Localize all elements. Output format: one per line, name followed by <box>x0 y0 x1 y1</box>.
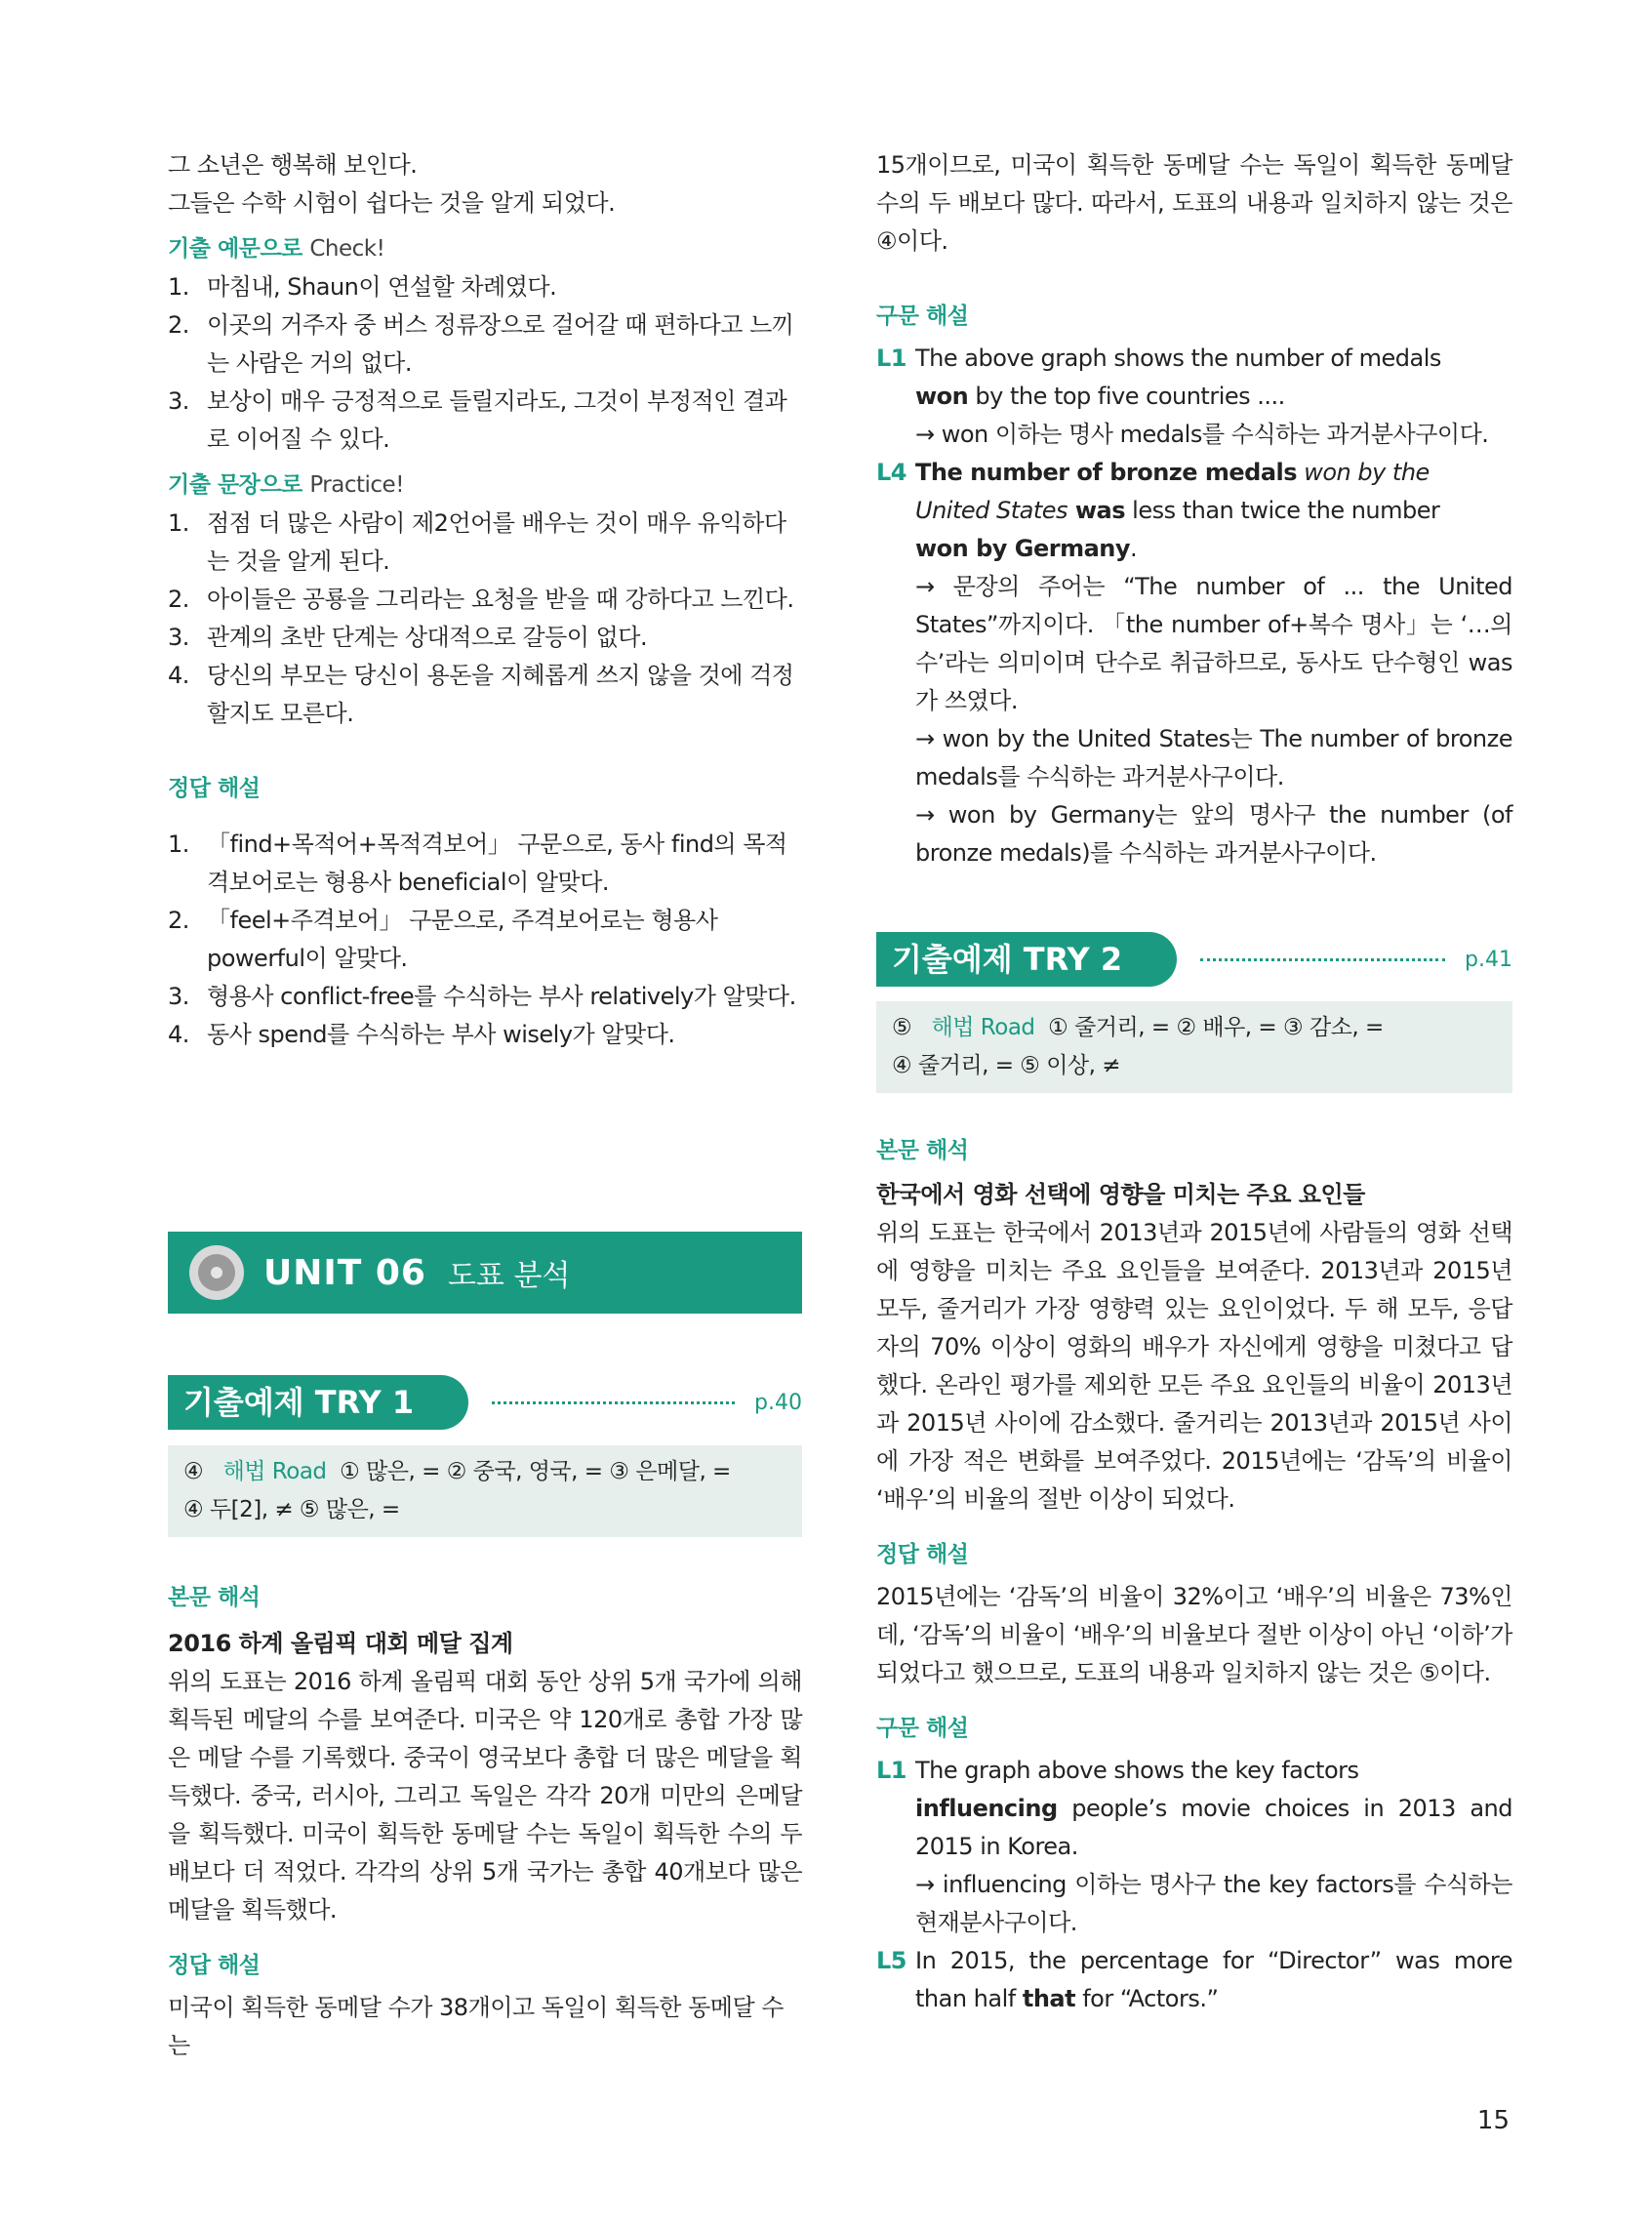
try2-header <box>876 932 1512 987</box>
list-item <box>168 505 802 581</box>
try1-header <box>168 1375 802 1430</box>
item-text: 점점 더 많은 사람이 제2언어를 배우는 것이 매우 유익하다는 것을 알게 된다. <box>207 509 786 575</box>
item-number: 3. <box>168 624 189 651</box>
item-text: 동사 spend를 수식하는 부사 wisely가 알맞다. <box>207 1021 675 1048</box>
line-label: L1 <box>876 344 907 372</box>
syntax-line <box>876 1752 1512 1866</box>
try2-tab: 기출예제 TRY 2 <box>876 932 1177 987</box>
item-number: 1. <box>168 509 189 537</box>
answer-heading: 정답 해설 <box>168 776 261 801</box>
syntax-heading: 구문 해설 <box>876 304 969 329</box>
syntax-note: → won by Germany는 앞의 명사구 the number (of bronze medals)를 수식하는 과거분사구이다. <box>915 801 1512 867</box>
practice-heading-ko: 기출 문장으로 <box>168 472 302 498</box>
list-item <box>168 619 802 657</box>
practice-heading <box>168 466 802 505</box>
item-number: 2. <box>168 586 189 613</box>
page-number: 15 <box>1476 2106 1510 2135</box>
translation-title: 한국에서 영화 선택에 영향을 미치는 주요 요인들 <box>876 1181 1365 1208</box>
sentence-part: In 2015, the percentage for “Director” was more than half <box>915 1947 1512 2012</box>
check-heading-en: Check! <box>309 236 385 262</box>
try2-body <box>876 1132 1512 2018</box>
sentence-part: The graph above shows the key factors <box>915 1757 1359 1784</box>
syntax-line <box>876 454 1512 568</box>
road-label: 해법 Road <box>222 1459 327 1484</box>
translation-heading: 본문 해석 <box>876 1138 969 1163</box>
practice-heading-en: Practice! <box>309 472 404 498</box>
sentence-part: for “Actors.” <box>1075 1985 1219 2012</box>
sentence-part: less than twice the number <box>1125 497 1440 524</box>
translation-paragraph: 위의 도표는 한국에서 2013년과 2015년에 사람들의 영화 선택에 영향을 미치는 주요 요인들을 보여준다. 2013년과 2015년 모두, 줄거리가 가장 영향력 있는 요인이었다. 두 해 모두, 응답자의 70% 이상이 영화의 배우가 자신에게 영향을 미쳤다고 답했다. 온라인 평가를 제외한 모든 주요 요인들의 비율이 2013년과 2015년 사이에 감소했다. 줄거리는 2013년과 2015년 사이에 가장 적은 변화를 보여주었다. 2015년에는 ‘감독’의 비율이 ‘배우’의 비율의 절반 이상이 되었다. <box>876 1219 1512 1513</box>
sentence-bold: that <box>1022 1985 1076 2012</box>
road-answer: ⑤ <box>892 1015 912 1040</box>
item-number: 2. <box>168 311 189 339</box>
list-item <box>168 581 802 619</box>
check-heading-ko: 기출 예문으로 <box>168 236 302 262</box>
road-answer: ④ <box>183 1459 204 1484</box>
try1-body <box>168 1579 802 2065</box>
list-item <box>168 978 802 1016</box>
line-label: L4 <box>876 459 907 486</box>
item-number: 3. <box>168 387 189 415</box>
item-number: 4. <box>168 662 189 689</box>
item-text: 당신의 부모는 당신이 용돈을 지혜롭게 쓰지 않을 것에 걱정할지도 모른다. <box>207 662 794 727</box>
syntax-note: → won by the United States는 The number of bronze medals를 수식하는 과거분사구이다. <box>915 725 1512 790</box>
item-text: 아이들은 공룡을 그리라는 요청을 받을 때 강하다고 느낀다. <box>207 586 794 613</box>
syntax-sentence <box>915 340 1512 416</box>
try1-tab: 기출예제 TRY 1 <box>168 1375 468 1430</box>
example-sentence-2: 그들은 수학 시험이 쉽다는 것을 알게 되었다. <box>168 189 616 217</box>
item-text: 「feel+주격보어」 구문으로, 주격보어로는 형용사 powerful이 알맞다. <box>207 907 718 972</box>
item-text: 마침내, Shaun이 연설할 차례였다. <box>207 273 557 301</box>
try2-page-ref: p.41 <box>1465 947 1512 972</box>
answer-text: 2015년에는 ‘감독’의 비율이 32%이고 ‘배우’의 비율은 73%인데, ‘감독’의 비율이 ‘배우’의 비율보다 절반 이상이 아닌 ‘이하’가 되었다고 했으므로, 도표의 내용과 일치하지 않는 것은 ⑤이다. <box>876 1583 1512 1686</box>
road-line-2: ④ 두[2], ≠ ⑤ 많은, = <box>183 1497 400 1522</box>
sentence-italic: United States <box>915 497 1068 524</box>
list-item <box>168 306 802 383</box>
syntax-line <box>876 1942 1512 2018</box>
disc-icon <box>189 1245 244 1300</box>
translation-paragraph: 위의 도표는 2016 하계 올림픽 대회 동안 상위 5개 국가에 의해 획득된 메달의 수를 보여준다. 미국은 약 120개로 총합 가장 많은 메달 수를 기록했다. 중국이 영국보다 총합 더 많은 메달을 획득했다. 중국, 러시아, 그리고 독일은 각각 20개 미만의 은메달을 획득했다. 미국이 획득한 동메달 수는 독일이 획득한 수의 두 배보다 더 적었다. 각각의 상위 5개 국가는 총합 40개보다 많은 메달을 획득했다. <box>168 1668 802 1924</box>
example-sentence-1: 그 소년은 행복해 보인다. <box>168 151 418 179</box>
check-heading <box>168 230 802 268</box>
syntax-note: → influencing 이하는 명사구 the key factors를 수식하는 현재분사구이다. <box>915 1871 1512 1936</box>
unit-subtitle: 도표 분석 <box>447 1259 571 1293</box>
sentence-part: The above graph shows the number of medals <box>915 344 1441 372</box>
unit-title: UNIT 06 <box>263 1252 426 1293</box>
sentence-bold: was <box>1068 497 1126 524</box>
item-text: 「find+목적어+목적격보어」 구문으로, 동사 find의 목적격보어로는 형용사 beneficial이 알맞다. <box>207 831 787 896</box>
syntax-sentence <box>915 1942 1512 2018</box>
dotted-leader <box>492 1401 735 1404</box>
syntax-sentence <box>915 454 1512 568</box>
sentence-bold: influencing <box>915 1795 1058 1822</box>
sentence-italic: won by the <box>1297 459 1430 486</box>
try2-road-box <box>876 1001 1512 1093</box>
answer-heading: 정답 해설 <box>876 1542 969 1567</box>
translation-title: 2016 하계 올림픽 대회 메달 집계 <box>168 1630 513 1657</box>
dotted-leader <box>1200 958 1445 961</box>
item-text: 형용사 conflict-free를 수식하는 부사 relatively가 알맞다. <box>207 983 796 1010</box>
try1-road-box <box>168 1445 802 1537</box>
try1-page-ref: p.40 <box>754 1390 802 1415</box>
road-line-1: ① 줄거리, = ② 배우, = ③ 감소, = <box>1048 1015 1384 1040</box>
sentence-bold: won <box>915 383 969 410</box>
line-label: L5 <box>876 1947 907 1974</box>
road-line-2: ④ 줄거리, = ⑤ 이상, ≠ <box>892 1053 1121 1078</box>
syntax-sentence <box>915 1752 1512 1866</box>
sentence-bold: won by Germany <box>915 535 1131 562</box>
syntax-note: → won 이하는 명사 medals를 수식하는 과거분사구이다. <box>915 421 1489 448</box>
list-item <box>168 1016 802 1054</box>
syntax-note: → 문장의 주어는 “The number of ... the United States”까지이다. 「the number of+복수 명사」는 ‘…의 수’라는 의미이며 단수로 취급하므로, 동사도 단수형인 was가 쓰였다. <box>915 573 1512 714</box>
syntax-line <box>876 340 1512 416</box>
list-item <box>168 902 802 978</box>
answer-continued: 15개이므로, 미국이 획득한 동메달 수는 독일이 획득한 동메달 수의 두 배보다 많다. 따라서, 도표의 내용과 일치하지 않는 것은 ④이다. <box>876 151 1512 255</box>
item-text: 보상이 매우 긍정적으로 들릴지라도, 그것이 부정적인 결과로 이어질 수 있다. <box>207 387 787 453</box>
list-item <box>168 657 802 733</box>
answer-heading: 정답 해설 <box>168 1953 261 1978</box>
item-number: 1. <box>168 831 189 858</box>
sentence-part: by the top five countries .... <box>968 383 1285 410</box>
right-column <box>876 146 1512 872</box>
sentence-bold: The number of bronze medals <box>915 459 1298 486</box>
left-column <box>168 146 802 1054</box>
item-text: 이곳의 거주자 중 버스 정류장으로 걸어갈 때 편하다고 느끼는 사람은 거의 없다. <box>207 311 794 377</box>
item-text: 관계의 초반 단계는 상대적으로 갈등이 없다. <box>207 624 648 651</box>
sentence-part: . <box>1130 535 1138 562</box>
sentence-part: people’s movie choices in 2013 and 2015 in Korea. <box>915 1795 1512 1860</box>
item-number: 4. <box>168 1021 189 1048</box>
item-number: 3. <box>168 983 189 1010</box>
syntax-heading: 구문 해설 <box>876 1716 969 1741</box>
translation-heading: 본문 해석 <box>168 1585 261 1610</box>
road-line-1: ① 많은, = ② 중국, 영국, = ③ 은메달, = <box>340 1459 731 1484</box>
answer-text: 미국이 획득한 동메달 수가 38개이고 독일이 획득한 동메달 수는 <box>168 1994 784 2059</box>
list-item <box>168 826 802 902</box>
road-label: 해법 Road <box>931 1015 1035 1040</box>
unit-banner <box>168 1232 802 1314</box>
item-number: 1. <box>168 273 189 301</box>
list-item <box>168 268 802 306</box>
list-item <box>168 383 802 459</box>
item-number: 2. <box>168 907 189 934</box>
line-label: L1 <box>876 1757 907 1784</box>
